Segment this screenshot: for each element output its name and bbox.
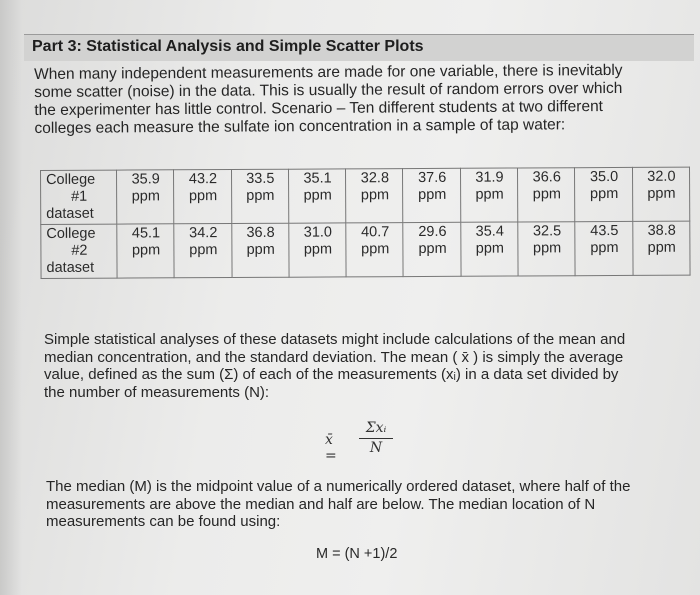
measurement-unit: ppm [418, 240, 447, 258]
measurement-cell [174, 223, 232, 277]
measurement-cell [117, 224, 175, 278]
text-line: the experimenter has little control. Scenario – Ten different students at two different [34, 98, 604, 119]
measurement-cell [575, 221, 633, 275]
measurement-value: 36.6 [532, 169, 561, 186]
measurement-unit: ppm [188, 188, 218, 205]
row-label [41, 170, 117, 224]
statistics-paragraph [44, 331, 684, 401]
measurement-cell [231, 223, 289, 277]
measurement-value: 32.5 [532, 223, 562, 240]
row-label-line: dataset [46, 205, 94, 222]
measurement-value: 43.2 [188, 171, 218, 188]
measurement-unit: ppm [647, 239, 676, 256]
row-label-line: College [46, 171, 96, 188]
measurement-cell [288, 169, 346, 223]
text-line: The median (M) is the midpoint value of a numerically ordered dataset, where half of the [46, 478, 631, 495]
measurement-value: 35.9 [131, 171, 160, 188]
measurement-unit: ppm [361, 241, 390, 258]
measurement-cell [403, 168, 461, 222]
measurement-unit: ppm [131, 188, 160, 205]
measurement-unit: ppm [246, 241, 275, 258]
measurement-value: 35.0 [589, 168, 619, 186]
measurement-cell [575, 167, 633, 221]
measurement-unit: ppm [647, 185, 676, 202]
measurement-cell [346, 169, 404, 223]
row-label-line: #1 [71, 188, 88, 205]
measurement-value: 40.7 [361, 224, 390, 241]
measurement-value: 31.0 [303, 224, 333, 241]
measurement-unit: ppm [131, 242, 161, 259]
measurement-value: 32.8 [360, 170, 390, 187]
measurement-value: 34.2 [189, 225, 218, 242]
text-line: When many independent measurements are made for one variable, there is inevitably [34, 61, 623, 83]
measurement-unit: ppm [475, 240, 504, 257]
intro-paragraph [34, 61, 694, 138]
measurement-unit: ppm [303, 187, 332, 204]
measurement-unit: ppm [360, 187, 390, 204]
measurement-unit: ppm [189, 242, 218, 259]
measurement-unit: ppm [532, 186, 562, 203]
measurement-value: 36.8 [246, 224, 275, 241]
measurement-cell [461, 222, 519, 276]
text-line: measurements can be found using: [46, 513, 281, 530]
measurement-value: 45.1 [131, 225, 161, 242]
measurement-cell [346, 223, 404, 277]
table-row [41, 221, 690, 278]
measurement-unit: ppm [418, 186, 447, 204]
measurement-cell [289, 223, 347, 277]
measurement-unit: ppm [303, 241, 333, 258]
row-label [41, 224, 117, 278]
measurement-unit: ppm [475, 186, 504, 203]
sulfate-data-table [40, 167, 691, 279]
measurement-cell [117, 170, 175, 224]
measurement-value: 35.4 [475, 223, 504, 240]
measurement-value: 37.6 [418, 169, 447, 187]
mean-formula-numerator: Σxᵢ [359, 420, 393, 439]
measurement-cell [460, 168, 518, 222]
section-header [24, 34, 694, 61]
mean-formula-denominator: N [369, 440, 383, 456]
text-line: the number of measurements (N): [44, 383, 270, 401]
text-line: median concentration, and the standard deviation. The mean ( x̄ ) is simply the average [44, 348, 624, 366]
measurement-cell [403, 222, 461, 276]
measurement-value: 35.1 [303, 170, 332, 187]
measurement-value: 33.5 [246, 170, 275, 187]
text-line: Simple statistical analyses of these datasets might include calculations of the mean and [44, 331, 626, 348]
measurement-cell [632, 221, 690, 275]
text-line: some scatter (noise) in the data. This is usually the result of random errors over which [34, 79, 623, 101]
mean-formula-lhs: x̄ = [325, 432, 337, 464]
row-label-line: College [46, 225, 96, 242]
measurement-value: 31.9 [475, 169, 504, 186]
row-label-line: #2 [71, 242, 88, 259]
measurement-unit: ppm [590, 239, 619, 257]
measurement-cell [174, 169, 232, 223]
measurement-unit: ppm [246, 187, 275, 204]
measurement-unit: ppm [589, 185, 619, 203]
section-title: Part 3: Statistical Analysis and Simple Scatter Plots [32, 38, 424, 55]
measurement-cell [632, 167, 690, 221]
measurement-value: 32.0 [647, 168, 676, 185]
measurement-value: 38.8 [647, 222, 676, 239]
text-line: value, defined as the sum (Σ) of each of the measurements (xᵢ) in a data set divided by [44, 366, 619, 383]
median-formula: M = (N +1)/2 [316, 546, 398, 562]
measurement-unit: ppm [532, 240, 562, 257]
measurement-value: 43.5 [590, 222, 619, 240]
measurement-cell [518, 168, 576, 222]
median-paragraph [46, 478, 686, 531]
page-shadow [0, 0, 22, 595]
table-row [41, 167, 690, 224]
mean-formula-fraction [359, 420, 393, 456]
measurement-cell [518, 222, 576, 276]
row-label-line: dataset [46, 259, 95, 276]
text-line: colleges each measure the sulfate ion concentration in a sample of tap water: [34, 116, 566, 137]
text-line: measurements are above the median and half are below. The median location of N [46, 495, 596, 513]
measurement-value: 29.6 [418, 223, 447, 241]
measurement-cell [231, 169, 289, 223]
